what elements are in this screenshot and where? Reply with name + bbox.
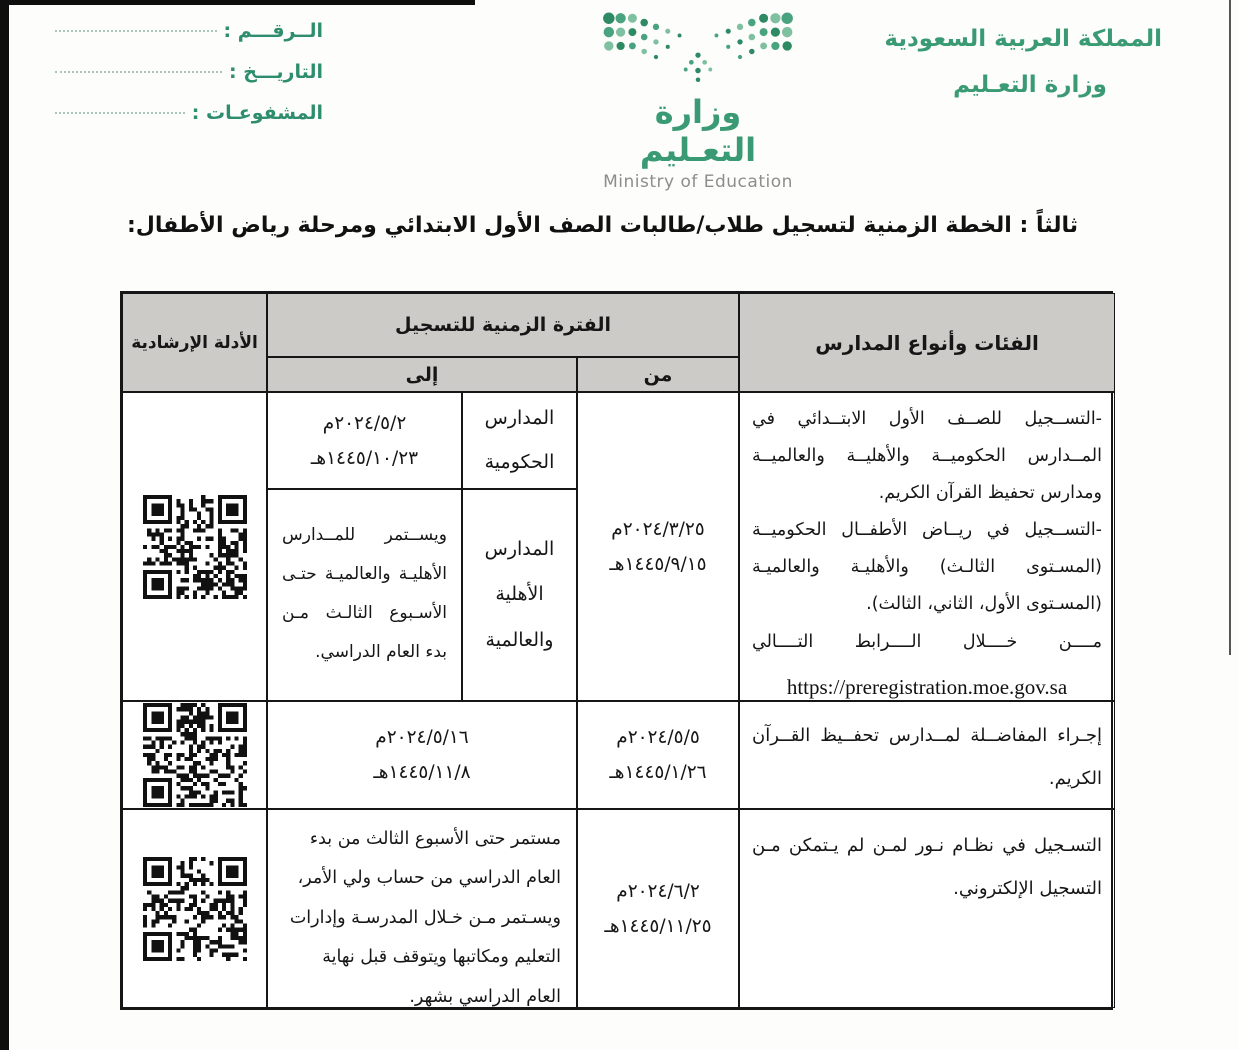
date-gregorian: ٢٠٢٤/٣/٢٥م [611,518,705,540]
logo-wordmark-arabic: وزارة التعـليم [639,93,757,169]
registration-url: https://preregistration.moe.gov.sa [786,674,1068,699]
row1-gov-to-dates [267,392,462,489]
letterhead-titles [884,16,1162,108]
logo-wordmark-english: Ministry of Education [603,172,793,192]
fill-in-line-date [55,71,222,73]
qr-code-icon [143,857,247,961]
section-heading: ثالثاً : الخطة الزمنية لتسجيل طلاب/طالبات الصف الأول الابتدائي ومرحلة رياض الأطفال: [126,213,1078,238]
row2-to-dates [267,701,577,809]
row2-category-cell [739,701,1115,809]
row3-category-cell [739,809,1115,1008]
field-row-date [55,61,323,102]
letterhead-fields [55,20,323,143]
date-hijri: ١٤٤٥/٩/١٥هـ [609,553,707,575]
date-hijri: ١٤٤٥/١١/٨هـ [373,762,471,783]
field-row-number [55,20,323,61]
row1-school-type-private: المدارس الأهلية والعالمية [462,489,577,701]
field-row-attachments [55,102,323,143]
row1-school-type-government: المدارس الحكومية [462,392,577,489]
row3-guide-qr-cell [122,809,267,1008]
field-label-attachments: المشفوعـات : [191,102,323,124]
col-header-from: من [577,357,739,392]
date-gregorian: ٢٠٢٤/٥/٢م [322,412,407,434]
row1-private-to-text: ويســتمر للمــدارس الأهليـة والعالميـة حتـى الأسـبوع الثالـث مـن بدء العام الدراسي. [267,489,462,701]
ministry-title: وزارة التعـليم [953,72,1107,98]
col-header-categories: الفئات وأنواع المدارس [739,293,1115,392]
fill-in-line-attachments [55,112,185,114]
row1-guide-qr-cell [122,392,267,701]
registration-schedule-table [120,291,1113,1010]
row3-from-dates [577,809,739,1008]
qr-code-icon [143,703,247,807]
moe-dots-logo-icon [598,8,798,90]
date-hijri: ١٤٤٥/١١/٢٥هـ [604,915,712,937]
category-paragraph-1: -التســجيل للصــف الأول الابتــدائي في المــدارس الحكوميــة والأهليــة والعالميــة ومدارس تحفيظ القرآن الكريم. [752,409,1102,504]
category-paragraph-2: -التســجيل في ريــاض الأطفــال الحكوميــة (المسـتوى الثالـث) والأهليـة والعالميـة (المسـتوى الأول، الثاني، الثالث). [752,520,1102,615]
kingdom-title: المملكة العربية السعودية [884,26,1162,52]
category-paragraph-link-intro: مــــن خــــلال الــــرابط التــــالي [752,631,1102,652]
row1-from-dates [577,392,739,701]
field-label-date: التاريـــخ : [229,61,323,83]
date-gregorian: ٢٠٢٤/٥/٥م [616,727,700,748]
col-header-to: إلى [267,357,577,392]
row2-guide-qr-cell [122,701,267,809]
date-gregorian: ٢٠٢٤/٥/١٦م [375,727,469,748]
date-hijri: ١٤٤٥/١٠/٢٣هـ [310,447,419,469]
date-hijri: ١٤٤٥/١/٢٦هـ [609,762,707,783]
col-header-period: الفترة الزمنية للتسجيل [267,293,739,357]
category-paragraph: إجـراء المفاضــلة لمــدارس تحفــيظ القــرآن الكريم. [752,725,1102,790]
row3-to-text: مستمر حتى الأسبوع الثالث من بدء العام الدراسي من حساب ولي الأمر، ويسـتمر مـن خـلال المدرسـة وإدارات التعليم ومكاتبها ويتوقف قبل نهاية العام الدراسي بشهر. [267,809,577,1008]
col-header-guides: الأدلة الإرشادية [122,293,267,392]
date-gregorian: ٢٠٢٤/٦/٢م [616,880,700,902]
field-label-number: الــرقـــم : [223,20,323,42]
scan-edge-left [0,0,9,1050]
category-paragraph: التسـجيل في نظـام نـور لمـن لم يـتمكن مـن التسجيل الإلكتروني. [752,835,1102,900]
ministry-logo [592,8,804,192]
fill-in-line-number [55,30,217,32]
row1-category-cell [739,392,1115,701]
scan-edge-right [1229,0,1231,655]
row2-from-dates [577,701,739,809]
qr-code-icon [143,495,247,599]
scan-edge-top [0,0,475,5]
